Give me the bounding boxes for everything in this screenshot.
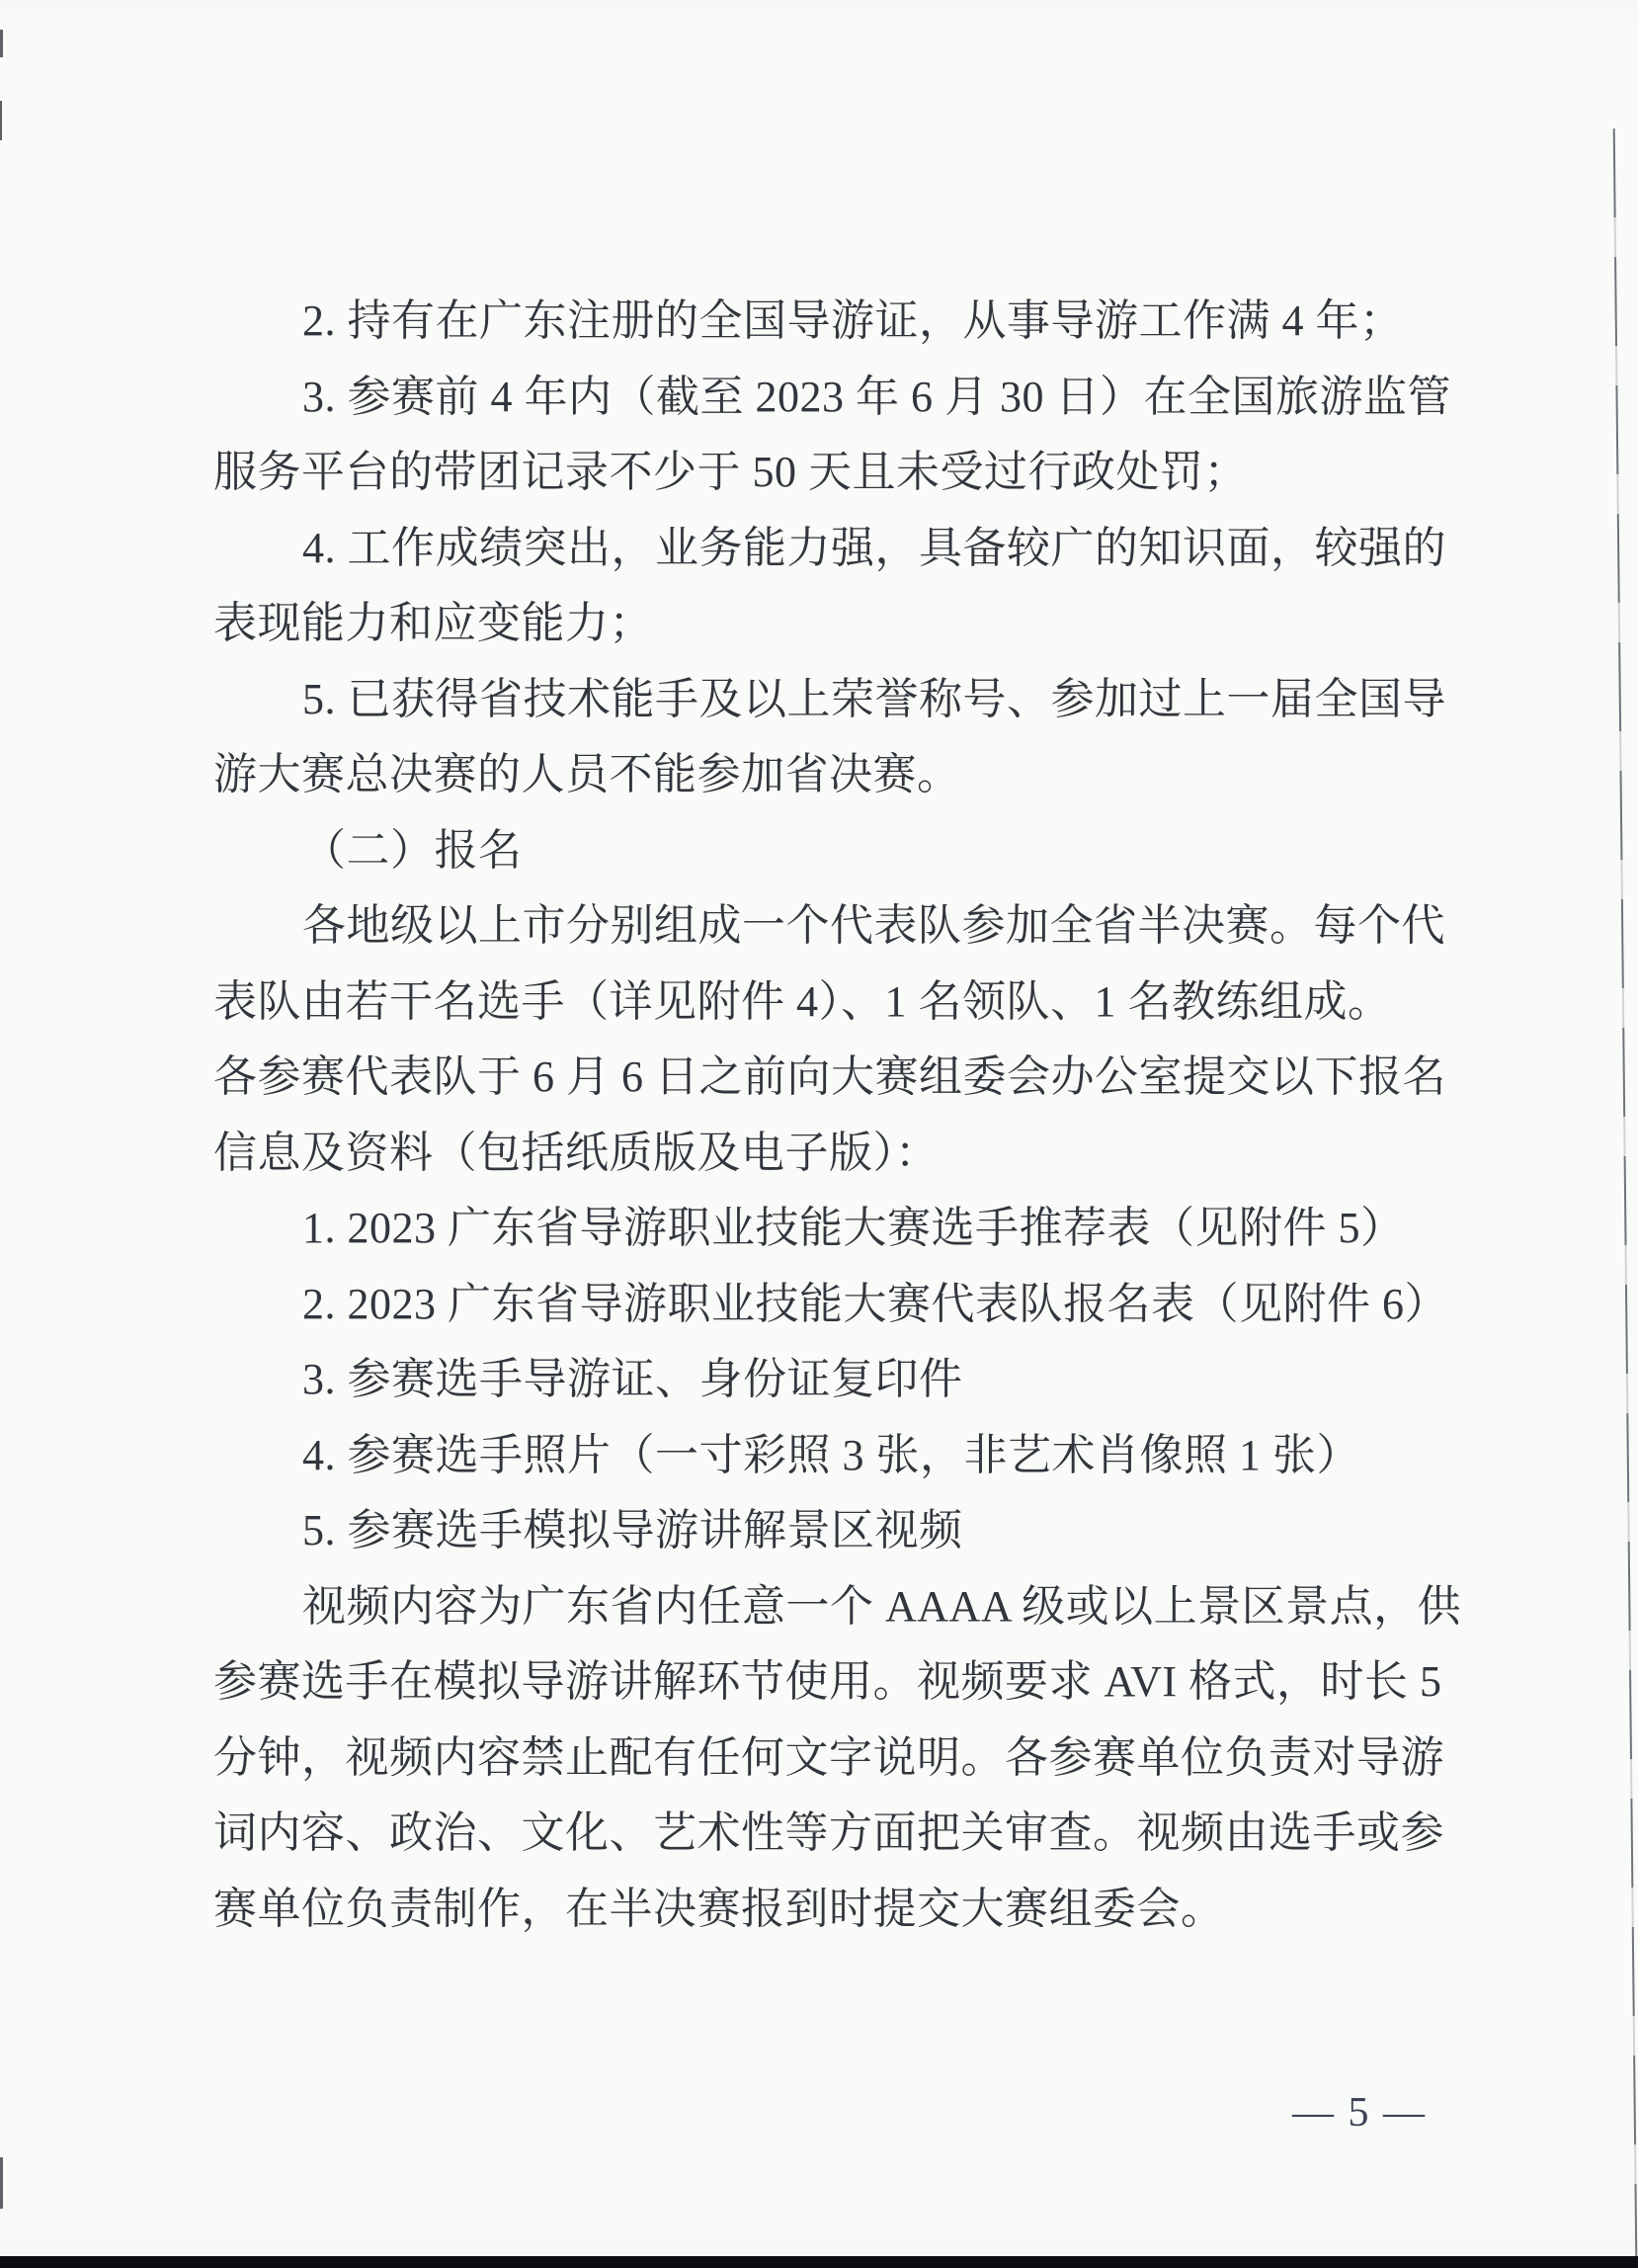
text-line: 参赛选手在模拟导游讲解环节使用。视频要求 AVI 格式，时长 5 [213,1657,1442,1706]
text-line: 5. 已获得省技术能手及以上荣誉称号、参加过上一届全国导 [302,674,1446,723]
scan-bottom-bar-artifact [0,2256,1638,2268]
text-line: 5. 参赛选手模拟导游讲解景区视频 [302,1506,963,1554]
text-line: 词内容、政治、文化、艺术性等方面把关审查。视频由选手或参 [213,1808,1444,1857]
page-number: — 5 — [1292,2090,1427,2136]
text-line: 3. 参赛选手导游证、身份证复印件 [302,1355,963,1403]
scan-edge-mark [0,101,2,140]
text-line: 各参赛代表队于 6 月 6 日之前向大赛组委会办公室提交以下报名 [213,1052,1446,1101]
scan-edge-artifact [1613,128,1638,2258]
text-line: 2. 持有在广东注册的全国导游证，从事导游工作满 4 年； [302,296,1404,345]
text-line: 分钟，视频内容禁止配有任何文字说明。各参赛单位负责对导游 [213,1732,1444,1782]
text-line: 表队由若干名选手（详见附件 4）、1 名领队、1 名教练组成。 [213,976,1392,1026]
text-line: 2. 2023 广东省导游职业技能大赛代表队报名表（见附件 6） [302,1279,1448,1328]
text-line: 赛单位负责制作，在半决赛报到时提交大赛组委会。 [213,1884,1225,1933]
text-line: 服务平台的带团记录不少于 50 天且未受过行政处罚； [213,448,1248,496]
text-line: 信息及资料（包括纸质版及电子版）： [213,1128,940,1177]
text-line: 表现能力和应变能力； [213,599,653,647]
text-line: （二）报名 [302,825,523,875]
text-line: 4. 工作成绩突出，业务能力强，具备较广的知识面，较强的 [302,523,1446,572]
text-line: 各地级以上市分别组成一个代表队参加全省半决赛。每个代 [302,901,1445,950]
text-line: 视频内容为广东省内任意一个 AAAA 级或以上景区景点，供 [302,1581,1462,1631]
text-line: 1. 2023 广东省导游职业技能大赛选手推荐表（见附件 5） [302,1204,1405,1252]
text-line: 4. 参赛选手照片（一寸彩照 3 张，非艺术肖像照 1 张） [302,1430,1360,1479]
document-body [213,284,1500,1947]
text-line: 游大赛总决赛的人员不能参加省决赛。 [213,750,961,798]
scan-edge-mark [0,2157,3,2209]
text-line: 3. 参赛前 4 年内（截至 2023 年 6 月 30 日）在全国旅游监管 [302,372,1451,421]
scan-edge-mark [0,30,3,57]
